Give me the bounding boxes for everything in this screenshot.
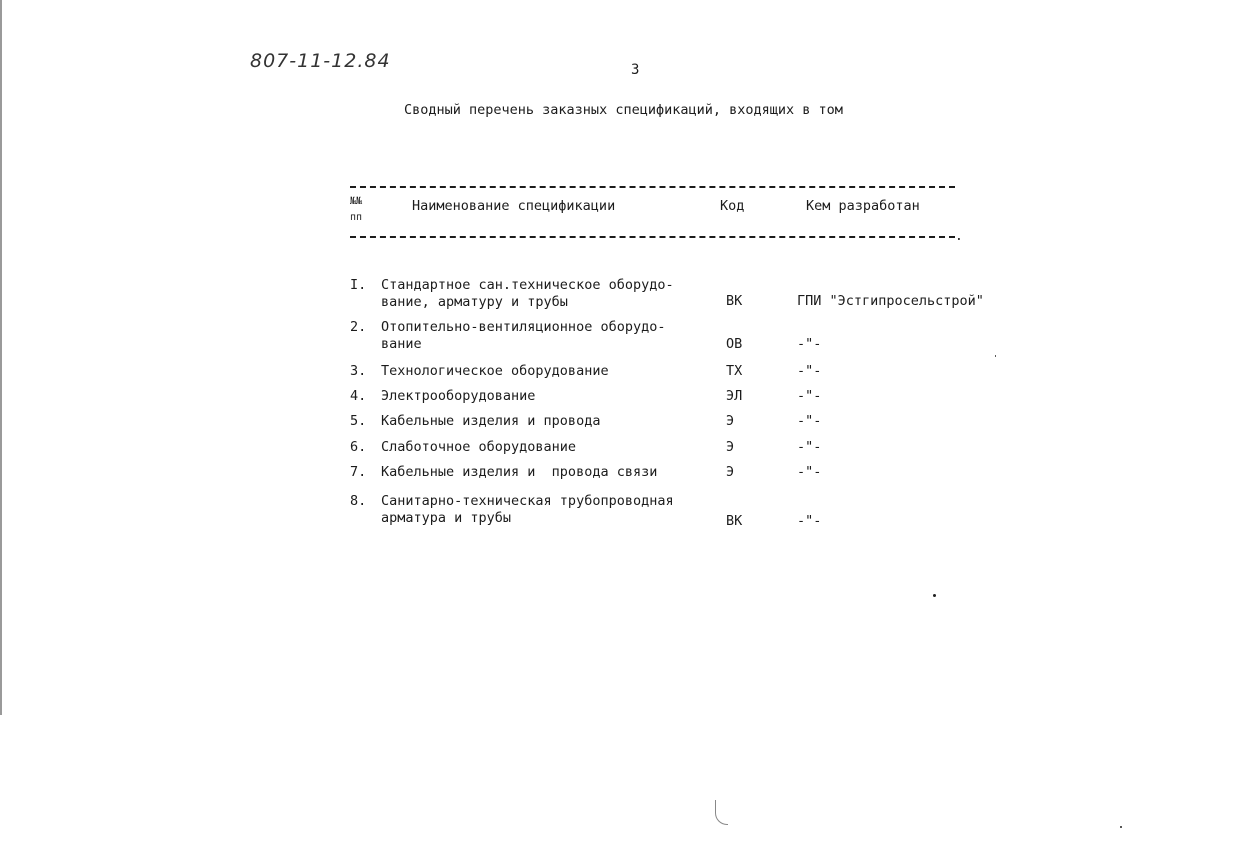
- document-code: 807-11-12.84: [250, 50, 391, 72]
- header-code: Код: [720, 198, 745, 214]
- row-1-number: I.: [350, 277, 367, 293]
- table-top-rule: [350, 186, 955, 188]
- scan-speck: [933, 594, 936, 597]
- row-5-number: 5.: [350, 413, 367, 429]
- scan-left-edge: [0, 0, 2, 715]
- row-1-code: ВК: [726, 293, 743, 309]
- row-4-author: -"-: [797, 388, 822, 404]
- scan-speck: [1120, 826, 1122, 828]
- rule-dot: .: [955, 229, 963, 244]
- row-1-author: ГПИ "Эстгипросельстрой": [797, 293, 984, 309]
- row-4-name: Электрооборудование: [381, 388, 536, 404]
- row-3-number: 3.: [350, 363, 367, 379]
- row-8-code: ВК: [726, 513, 743, 529]
- header-number: №№ пп: [350, 196, 363, 223]
- row-2-name: Отопительно-вентиляционное оборудо- вание: [381, 319, 666, 352]
- row-5-code: Э: [726, 413, 735, 429]
- header-name: Наименование спецификации: [412, 198, 616, 214]
- row-6-name: Слаботочное оборудование: [381, 439, 577, 455]
- row-5-name: Кабельные изделия и провода: [381, 413, 601, 429]
- row-6-author: -"-: [797, 439, 822, 455]
- pencil-mark: [715, 800, 728, 825]
- scan-speck: [995, 355, 996, 357]
- row-6-code: Э: [726, 439, 735, 455]
- row-1-name: Стандартное сан.техническое оборудо- вание, арматуру и трубы: [381, 277, 674, 310]
- header-author: Кем разработан: [806, 198, 920, 214]
- row-7-code: Э: [726, 464, 735, 480]
- row-3-name: Технологическое оборудование: [381, 363, 609, 379]
- row-3-code: ТХ: [726, 363, 743, 379]
- row-8-number: 8.: [350, 493, 367, 509]
- table-header-rule: [350, 236, 955, 238]
- row-2-code: ОВ: [726, 336, 743, 352]
- row-7-name: Кабельные изделия и провода связи: [381, 464, 658, 480]
- row-8-author: -"-: [797, 513, 822, 529]
- row-4-code: ЭЛ: [726, 388, 743, 404]
- document-title: Сводный перечень заказных спецификаций, входящих в том: [404, 102, 843, 118]
- row-4-number: 4.: [350, 388, 367, 404]
- page-number: 3: [631, 62, 640, 78]
- row-7-author: -"-: [797, 464, 822, 480]
- row-7-number: 7.: [350, 464, 367, 480]
- row-3-author: -"-: [797, 363, 822, 379]
- row-8-name: Санитарно-техническая трубопроводная арматура и трубы: [381, 493, 674, 526]
- row-2-number: 2.: [350, 319, 367, 335]
- row-2-author: -"-: [797, 336, 822, 352]
- row-5-author: -"-: [797, 413, 822, 429]
- row-6-number: 6.: [350, 439, 367, 455]
